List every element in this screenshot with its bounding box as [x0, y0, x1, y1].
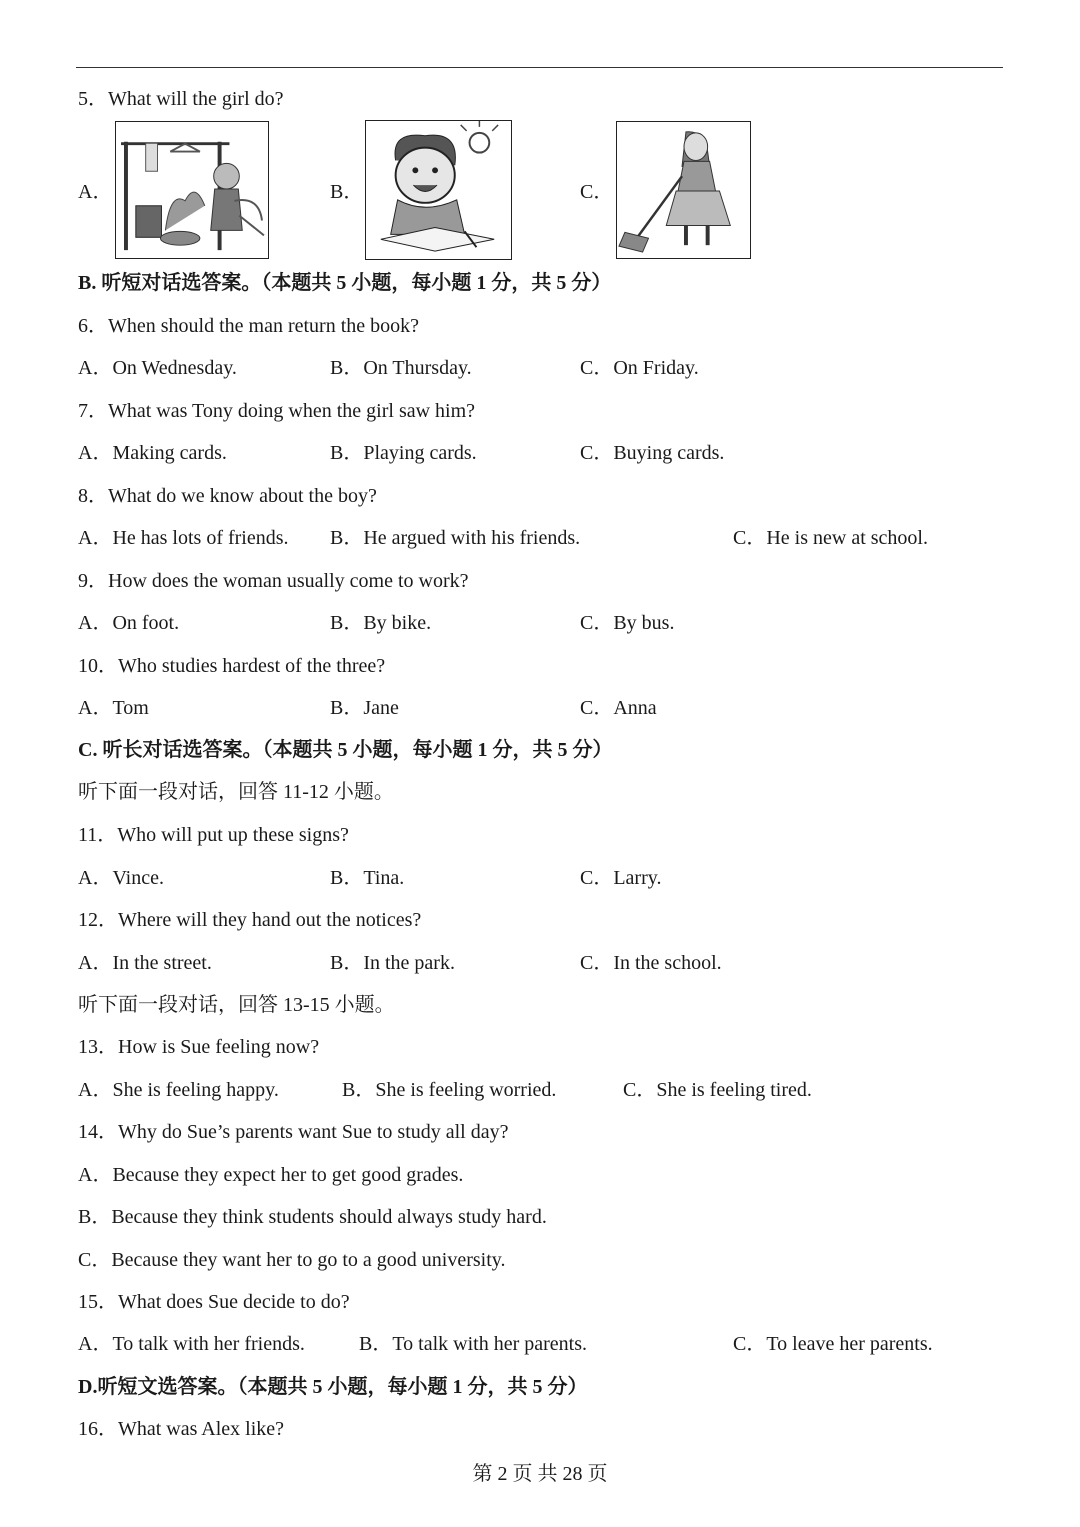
section-c-intro-1: 听下面一段对话，回答 11-12 小题。 — [78, 781, 394, 803]
q10-question: 10．Who studies hardest of the three? — [78, 655, 386, 677]
q11-question: 11．Who will put up these signs? — [78, 824, 349, 846]
section-c-intro-2: 听下面一段对话，回答 13-15 小题。 — [78, 994, 395, 1016]
q10-option-c: C．Anna — [580, 697, 657, 719]
q5-option-c-label: C． — [580, 181, 614, 203]
q10-option-a: A．Tom — [78, 697, 149, 719]
q16-question: 16．What was Alex like? — [78, 1418, 285, 1440]
q8-option-c: C．He is new at school. — [733, 527, 928, 549]
q12-question: 12．Where will they hand out the notices? — [78, 909, 422, 931]
q15-option-a: A．To talk with her friends. — [78, 1333, 305, 1355]
q9-option-b: B．By bike. — [330, 612, 432, 634]
q13-question: 13．How is Sue feeling now? — [78, 1036, 320, 1058]
q15-question: 15．What does Sue decide to do? — [78, 1291, 350, 1313]
q11-option-a: A．Vince. — [78, 867, 164, 889]
q5-picture-a — [115, 121, 269, 259]
q13-option-a: A．She is feeling happy. — [78, 1079, 279, 1101]
q13-option-c: C．She is feeling tired. — [623, 1079, 812, 1101]
q8-question: 8．What do we know about the boy? — [78, 485, 377, 507]
q13-option-b: B．She is feeling worried. — [342, 1079, 557, 1101]
q12-option-b: B．In the park. — [330, 952, 455, 974]
q5-question: 5．What will the girl do? — [78, 88, 284, 110]
q9-question: 9．How does the woman usually come to work? — [78, 570, 469, 592]
q9-option-a: A．On foot. — [78, 612, 180, 634]
girl-washing-clothes-illustration — [116, 122, 268, 258]
header-rule — [76, 67, 1003, 68]
q15-option-c: C．To leave her parents. — [733, 1333, 933, 1355]
q14-option-b: B．Because they think students should always study hard. — [78, 1206, 547, 1228]
q14-option-c: C．Because they want her to go to a good university. — [78, 1249, 506, 1271]
q12-option-c: C．In the school. — [580, 952, 722, 974]
section-b-header: B. 听短对话选答案。（本题共 5 小题，每小题 1 分，共 5 分） — [78, 272, 612, 294]
q14-question: 14．Why do Sue’s parents want Sue to study all day? — [78, 1121, 509, 1143]
section-c-header: C. 听长对话选答案。（本题共 5 小题，每小题 1 分，共 5 分） — [78, 739, 613, 761]
q6-option-b: B．On Thursday. — [330, 357, 472, 379]
section-d-header: D.听短文选答案。（本题共 5 小题，每小题 1 分，共 5 分） — [78, 1376, 588, 1398]
q9-option-c: C．By bus. — [580, 612, 675, 634]
q10-option-b: B．Jane — [330, 697, 399, 719]
q11-option-b: B．Tina. — [330, 867, 405, 889]
q7-question: 7．What was Tony doing when the girl saw him? — [78, 400, 476, 422]
q6-option-c: C．On Friday. — [580, 357, 699, 379]
q5-picture-c — [616, 121, 751, 259]
q12-option-a: A．In the street. — [78, 952, 212, 974]
page-footer: 第 2 页 共 28 页 — [472, 1463, 608, 1485]
q8-option-a: A．He has lots of friends. — [78, 527, 289, 549]
q14-option-a: A．Because they expect her to get good grades. — [78, 1164, 464, 1186]
q6-option-a: A．On Wednesday. — [78, 357, 237, 379]
q7-option-b: B．Playing cards. — [330, 442, 477, 464]
girl-writing-homework-illustration — [366, 121, 511, 259]
q5-picture-b — [365, 120, 512, 260]
q15-option-b: B．To talk with her parents. — [359, 1333, 587, 1355]
q6-question: 6．When should the man return the book? — [78, 315, 420, 337]
q5-option-a-label: A． — [78, 181, 113, 203]
q7-option-a: A．Making cards. — [78, 442, 227, 464]
q11-option-c: C．Larry. — [580, 867, 662, 889]
q7-option-c: C．Buying cards. — [580, 442, 725, 464]
q8-option-b: B．He argued with his friends. — [330, 527, 581, 549]
girl-sweeping-floor-illustration — [617, 122, 750, 258]
q5-option-b-label: B． — [330, 181, 364, 203]
